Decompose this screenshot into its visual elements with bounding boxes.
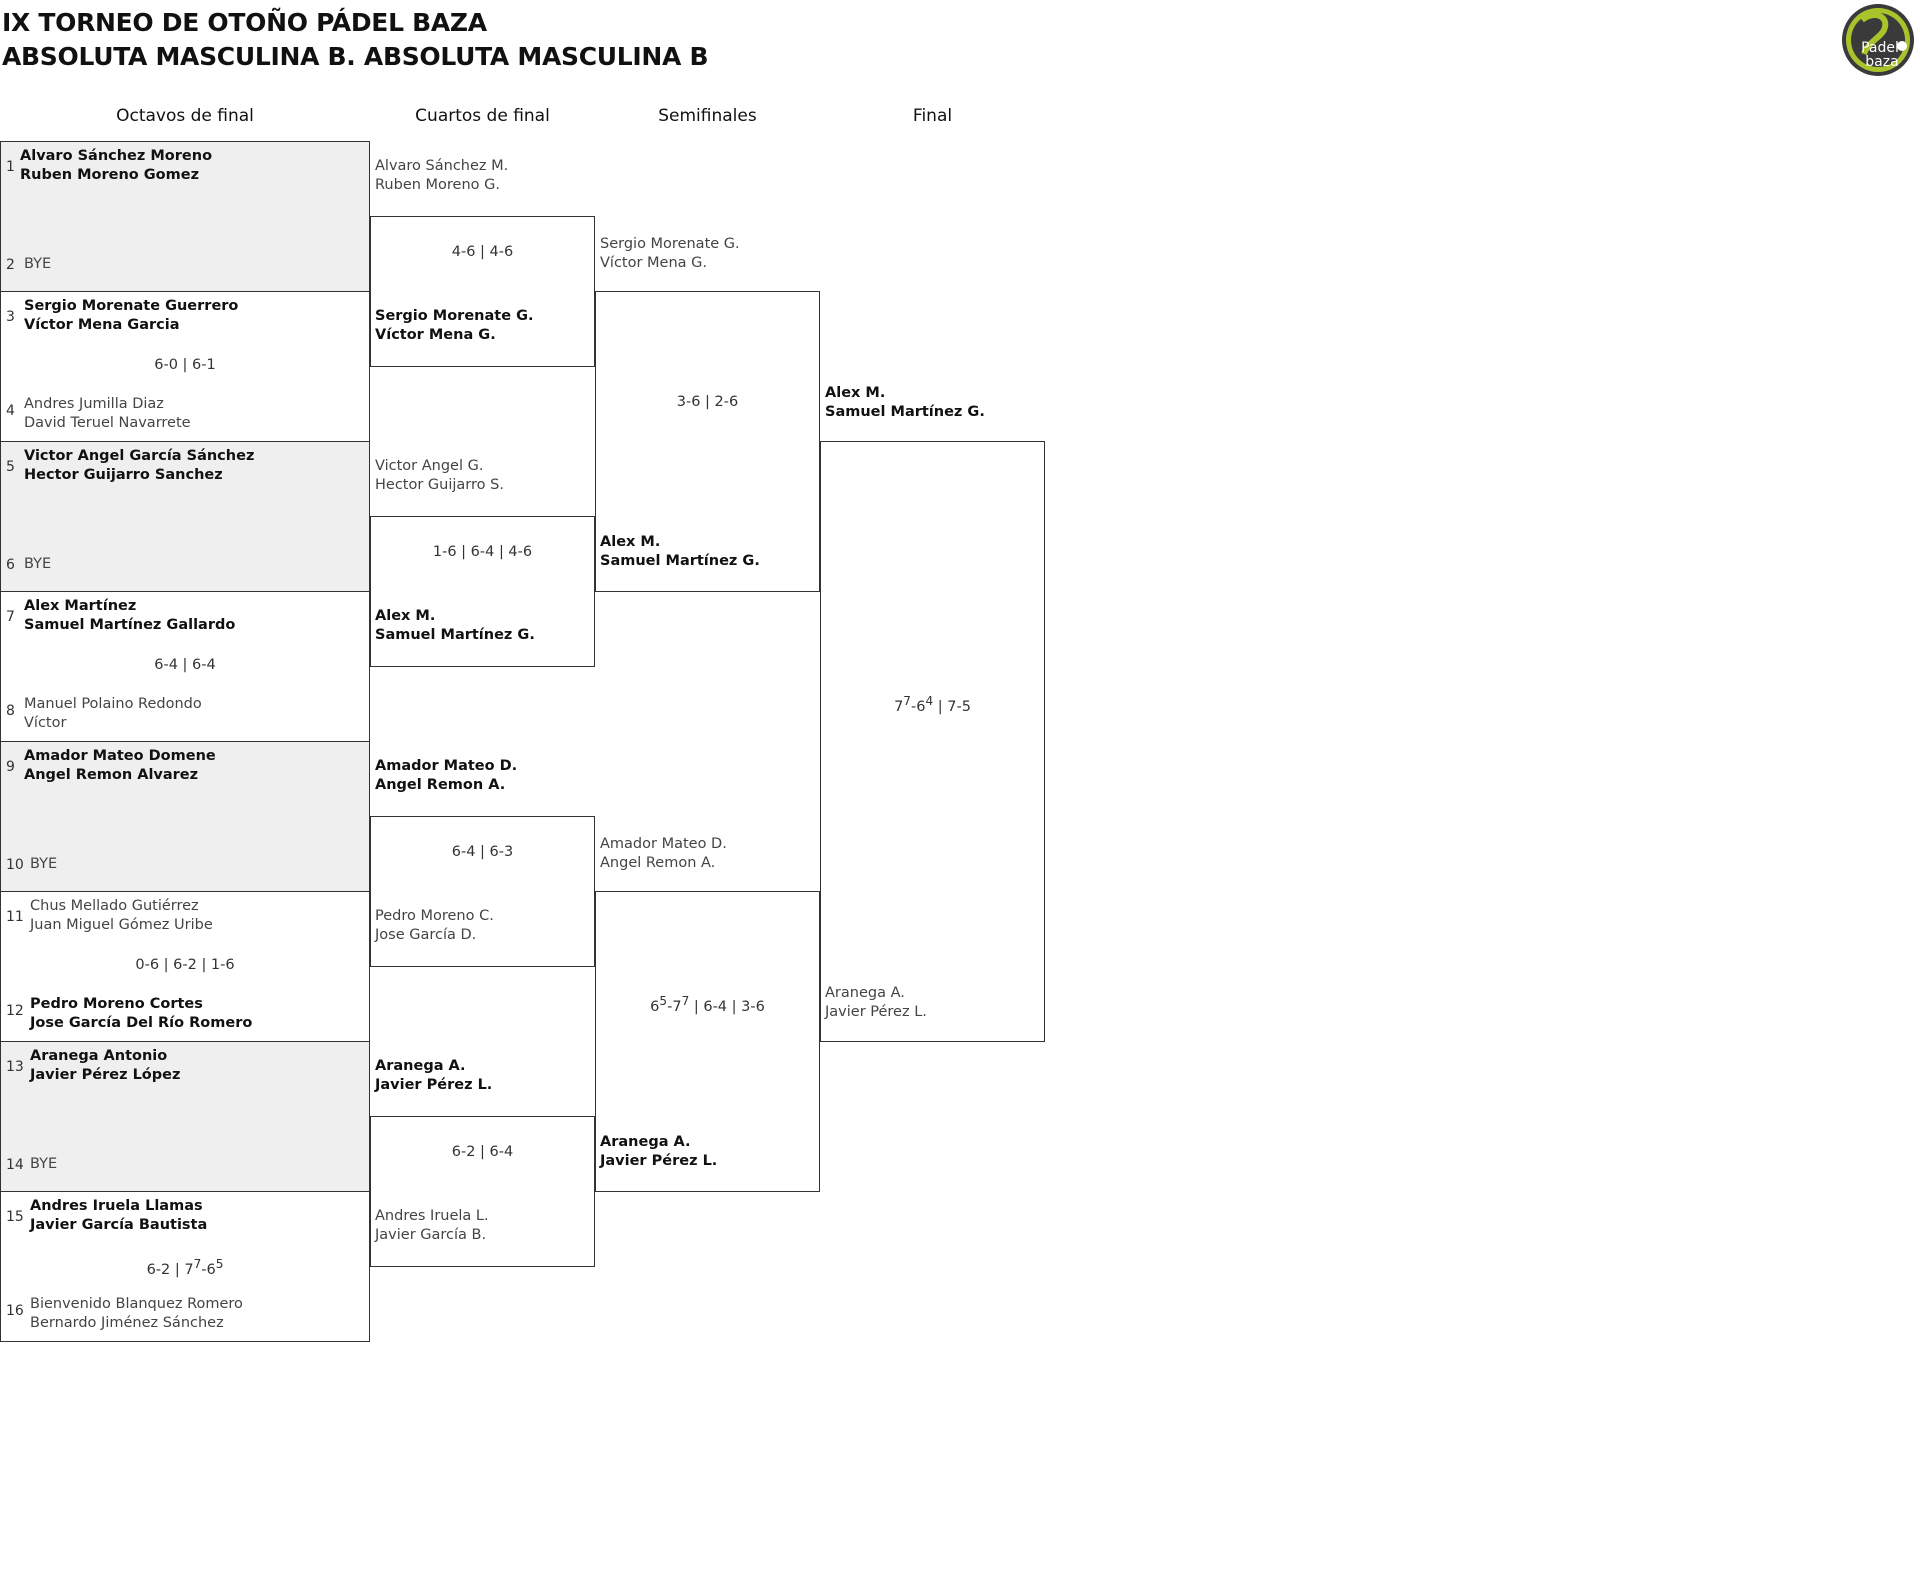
- r16-match-score: 0-6 | 6-2 | 1-6: [135, 957, 235, 973]
- seed-number: 8: [6, 703, 15, 719]
- sf-team-player1: Aranega A.: [600, 1134, 691, 1150]
- qf-team-player2: Ruben Moreno G.: [375, 177, 500, 193]
- seed-number: 2: [6, 257, 15, 273]
- r16-team-11-player2: Juan Miguel Gómez Uribe: [30, 917, 213, 933]
- qf-team-player1: Sergio Morenate G.: [375, 308, 534, 324]
- qf-team-player2: Jose García D.: [375, 927, 477, 943]
- qf-team-player2: Hector Guijarro S.: [375, 477, 504, 493]
- r16-team-2-player1: BYE: [24, 256, 52, 272]
- r16-team-4-player2: David Teruel Navarrete: [24, 415, 191, 431]
- seed-number: 14: [6, 1157, 24, 1173]
- seed-number: 9: [6, 759, 15, 775]
- sf-team-player2: Javier Pérez L.: [600, 1153, 718, 1169]
- r16-team-4-player1: Andres Jumilla Diaz: [24, 396, 164, 412]
- r16-team-8-player1: Manuel Polaino Redondo: [24, 696, 202, 712]
- r16-team-5-player1: Victor Angel García Sánchez: [24, 448, 255, 464]
- seed-number: 15: [6, 1209, 24, 1225]
- qf-team-player2: Javier García B.: [375, 1227, 487, 1243]
- qf-match-score: 6-2 | 6-4: [451, 1144, 514, 1160]
- qf-team-player2: Angel Remon A.: [375, 777, 506, 793]
- r16-team-14-player1: BYE: [30, 1156, 58, 1172]
- sf-team-player2: Víctor Mena G.: [600, 255, 708, 271]
- qf-team-player2: Javier Pérez L.: [375, 1077, 493, 1093]
- seed-number: 5: [6, 459, 15, 475]
- final-team-player2: Samuel Martínez G.: [825, 404, 985, 420]
- r16-team-16-player1: Bienvenido Blanquez Romero: [30, 1296, 243, 1312]
- r16-team-9-player2: Angel Remon Alvarez: [24, 767, 199, 783]
- r16-match-score: 6-2 | $7^7-6^5$: [146, 1257, 224, 1278]
- r16-team-12-player1: Pedro Moreno Cortes: [30, 996, 203, 1012]
- seed-number: 6: [6, 557, 15, 573]
- round-heading-semifinales: Semifinales: [658, 106, 757, 126]
- qf-match-score: 1-6 | 6-4 | 4-6: [432, 544, 533, 560]
- qf-team-player1: Andres Iruela L.: [375, 1208, 489, 1224]
- sf-match-score: $6^5-7^7$ | 6-4 | 3-6: [650, 994, 765, 1015]
- qf-team-player1: Alex M.: [375, 608, 436, 624]
- r16-team-15-player2: Javier García Bautista: [30, 1217, 208, 1233]
- sf-team-player1: Alex M.: [600, 534, 661, 550]
- r16-team-8-player2: Víctor: [24, 715, 67, 731]
- seed-number: 12: [6, 1003, 24, 1019]
- qf-team-player2: Samuel Martínez G.: [375, 627, 535, 643]
- final-match-box: [820, 441, 1045, 1042]
- r16-team-1-player2: Ruben Moreno Gomez: [20, 167, 200, 183]
- seed-number: 4: [6, 403, 15, 419]
- final-team-player1: Alex M.: [825, 385, 886, 401]
- r16-team-12-player2: Jose García Del Río Romero: [30, 1015, 253, 1031]
- padel-baza-logo: [1840, 2, 1916, 78]
- r16-team-15-player1: Andres Iruela Llamas: [30, 1198, 203, 1214]
- seed-number: 7: [6, 609, 15, 625]
- sf-team-player2: Samuel Martínez G.: [600, 553, 760, 569]
- r16-match-score: 6-4 | 6-4: [154, 657, 216, 673]
- logo-text-bottom: baza: [1865, 54, 1899, 70]
- qf-match-score: 6-4 | 6-3: [451, 844, 514, 860]
- qf-match-score: 4-6 | 4-6: [451, 244, 514, 260]
- r16-team-6-player1: BYE: [24, 556, 52, 572]
- seed-number: 1: [6, 159, 15, 175]
- final-match-score: $7^7-6^4$ | 7-5: [894, 694, 971, 715]
- seed-number: 13: [6, 1059, 24, 1075]
- category-title: ABSOLUTA MASCULINA B. ABSOLUTA MASCULINA B: [2, 42, 709, 71]
- round-heading-octavos: Octavos de final: [116, 106, 254, 126]
- round-heading-cuartos: Cuartos de final: [415, 106, 550, 126]
- qf-team-player2: Víctor Mena G.: [375, 327, 496, 343]
- r16-team-16-player2: Bernardo Jiménez Sánchez: [30, 1315, 224, 1331]
- final-team-player1: Aranega A.: [825, 985, 905, 1001]
- r16-team-9-player1: Amador Mateo Domene: [24, 748, 216, 764]
- qf-team-player1: Pedro Moreno C.: [375, 908, 494, 924]
- seed-number: 10: [6, 857, 24, 873]
- tournament-title: IX TORNEO DE OTOÑO PÁDEL BAZA: [2, 8, 487, 37]
- seed-number: 11: [6, 909, 24, 925]
- r16-team-10-player1: BYE: [30, 856, 58, 872]
- r16-team-1-player1: Alvaro Sánchez Moreno: [20, 148, 213, 164]
- qf-team-player1: Alvaro Sánchez M.: [375, 158, 509, 174]
- r16-team-11-player1: Chus Mellado Gutiérrez: [30, 898, 199, 914]
- sf-team-player1: Sergio Morenate G.: [600, 236, 740, 252]
- qf-team-player1: Aranega A.: [375, 1058, 466, 1074]
- qf-team-player1: Victor Angel G.: [375, 458, 484, 474]
- round-heading-final: Final: [912, 106, 953, 126]
- sf-team-player2: Angel Remon A.: [600, 855, 716, 871]
- seed-number: 16: [6, 1303, 24, 1319]
- sf-match-score: 3-6 | 2-6: [676, 394, 739, 410]
- r16-team-5-player2: Hector Guijarro Sanchez: [24, 467, 223, 483]
- r16-team-13-player1: Aranega Antonio: [30, 1048, 168, 1064]
- r16-team-7-player2: Samuel Martínez Gallardo: [24, 617, 236, 633]
- r16-team-3-player1: Sergio Morenate Guerrero: [24, 298, 239, 314]
- r16-team-3-player2: Víctor Mena Garcia: [24, 317, 180, 333]
- seed-number: 3: [6, 309, 15, 325]
- logo-text-top: Padel: [1861, 40, 1899, 56]
- sf-team-player1: Amador Mateo D.: [600, 836, 727, 852]
- final-team-player2: Javier Pérez L.: [825, 1004, 927, 1020]
- r16-team-7-player1: Alex Martínez: [24, 598, 137, 614]
- r16-team-13-player2: Javier Pérez López: [30, 1067, 181, 1083]
- r16-match-score: 6-0 | 6-1: [154, 357, 216, 373]
- qf-team-player1: Amador Mateo D.: [375, 758, 518, 774]
